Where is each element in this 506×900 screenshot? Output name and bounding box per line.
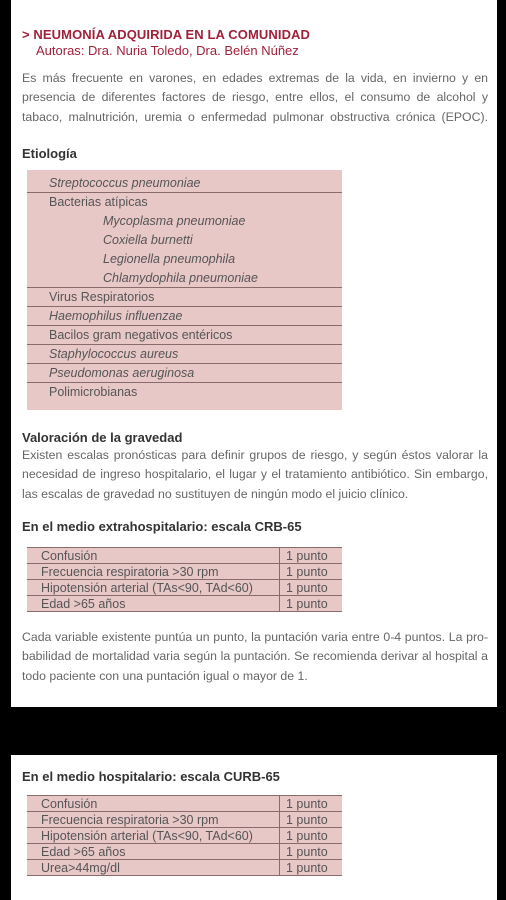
- row-text: Staphylococcus aureus: [49, 347, 179, 361]
- criterion-label: Hipotensión arterial (TAs<90, TAd<60): [41, 829, 253, 843]
- criterion-label: Urea>44mg/dl: [41, 861, 120, 875]
- table-row: [27, 345, 342, 364]
- points-cell: 1 punto: [279, 828, 328, 844]
- text-line: tabaco, malnutrición, uremia o enfermedad pulmonar obstructiva crónica (EPOC).: [22, 109, 488, 124]
- criterion-label: Hipotensión arterial (TAs<90, TAd<60): [41, 581, 253, 595]
- authors-line: Autoras: Dra. Nuria Toledo, Dra. Belén Núñez: [36, 43, 299, 58]
- table-row: [27, 231, 342, 250]
- page-title: > NEUMONÍA ADQUIRIDA EN LA COMUNIDAD: [22, 27, 311, 42]
- table-row: [27, 288, 342, 307]
- table-row: [27, 548, 342, 564]
- table-row: [27, 193, 342, 212]
- row-text: Bacterias atípicas: [49, 195, 148, 209]
- table-row: [27, 307, 342, 326]
- crb65-note: [22, 628, 488, 686]
- text-line: babilidad de mortalidad varia según la puntación. Se recomienda derivar al hospital a: [22, 649, 488, 664]
- points-cell: 1 punto: [279, 548, 328, 564]
- row-text: Bacilos gram negativos entéricos: [49, 328, 233, 342]
- table-row: [27, 796, 342, 812]
- text-line: todo paciente con una puntación igual o mayor de 1.: [22, 668, 308, 683]
- etiologia-table: [27, 170, 342, 410]
- criterion-label: Frecuencia respiratoria >30 rpm: [41, 565, 219, 579]
- section-heading-gravedad: Valoración de la gravedad: [22, 430, 183, 445]
- table-row: [27, 212, 342, 231]
- row-text: Pseudomonas aeruginosa: [49, 366, 195, 380]
- text-line: las escalas de gravedad no sustituyen de ningún modo el juicio clínico.: [22, 486, 409, 501]
- row-text: Haemophilus influenzae: [49, 309, 183, 323]
- crb65-table: [27, 547, 342, 612]
- table-row: [27, 326, 342, 345]
- row-text: Chlamydophila pneumoniae: [103, 271, 258, 285]
- points-cell: 1 punto: [279, 844, 328, 860]
- table-row: [27, 269, 342, 288]
- table-row: [27, 812, 342, 828]
- points-cell: 1 punto: [279, 564, 328, 580]
- criterion-label: Frecuencia respiratoria >30 rpm: [41, 813, 219, 827]
- points-cell: 1 punto: [279, 860, 328, 876]
- table-row: [27, 580, 342, 596]
- criterion-label: Edad >65 años: [41, 597, 126, 611]
- row-text: Virus Respiratorios: [49, 290, 155, 304]
- table-row: [27, 828, 342, 844]
- table-row: [27, 860, 342, 876]
- section-heading-etiologia: Etiología: [22, 146, 77, 161]
- section-heading-curb65: En el medio hospitalario: escala CURB-65: [22, 769, 280, 784]
- text-line: Cada variable existente puntúa un punto, la puntación varia entre 0-4 puntos. La pro-: [22, 630, 488, 644]
- section-heading-crb65: En el medio extrahospitalario: escala CRB-65: [22, 519, 302, 534]
- curb65-table: [27, 795, 342, 876]
- table-row: [27, 250, 342, 269]
- points-cell: 1 punto: [279, 796, 328, 812]
- criterion-label: Confusión: [41, 797, 98, 811]
- text-line: Es más frecuente en varones, en edades extremas de la vida, en invierno y en: [22, 71, 488, 85]
- points-cell: 1 punto: [279, 596, 328, 612]
- table-row: [27, 174, 342, 193]
- row-text: Streptococcus pneumoniae: [49, 176, 201, 190]
- text-line: presencia de diferentes factores de riesgo, entre ellos, el consumo de alcohol y: [22, 90, 488, 105]
- criterion-label: Edad >65 años: [41, 845, 126, 859]
- table-row: [27, 364, 342, 383]
- criterion-label: Confusión: [41, 549, 98, 563]
- table-row: [27, 844, 342, 860]
- table-row: [27, 383, 342, 402]
- text-line: Existen escalas pronósticas para definir grupos de riesgo, y según éstos valorar la: [22, 448, 488, 462]
- intro-paragraph: [22, 69, 488, 127]
- row-text: Polimicrobianas: [49, 385, 138, 399]
- row-text: Coxiella burnetti: [103, 233, 193, 247]
- gravedad-paragraph: [22, 446, 488, 504]
- document-page-1: [11, 0, 497, 707]
- row-text: Legionella pneumophila: [103, 252, 236, 266]
- table-row: [27, 564, 342, 580]
- points-cell: 1 punto: [279, 580, 328, 596]
- points-cell: 1 punto: [279, 812, 328, 828]
- table-row: [27, 596, 342, 612]
- document-page-2: [11, 755, 497, 900]
- text-line: necesidad de ingreso hospitalario, el lugar y el tratamiento antibiótico. Sin embargo,: [22, 467, 488, 482]
- row-text: Mycoplasma pneumoniae: [103, 214, 246, 228]
